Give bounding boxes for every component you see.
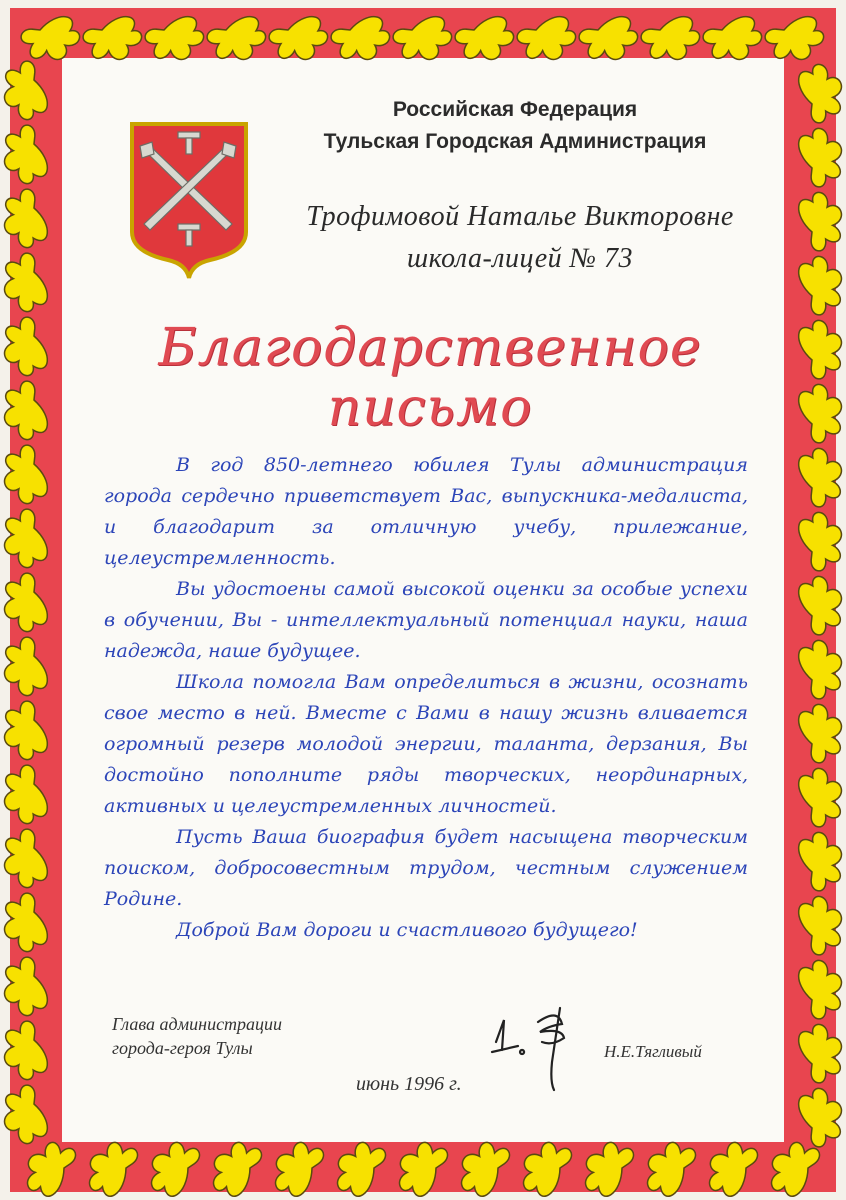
signer-name: Н.Е.Тягливый	[604, 1042, 702, 1061]
header-administration: Тульская Городская Администрация	[323, 130, 707, 153]
handwritten-signature	[482, 1002, 592, 1094]
body-paragraph: Школа помогла Вам определиться в жизни, осознать свое место в ней. Вместе с Вами в нашу жизнь вливается огромный резерв молодой энергии, таланта, дерзания, Вы достойно пополните ряды творческих, неординарных, активных и целеустремленных личностей.	[104, 671, 748, 817]
signer-position-line2: города-героя Тулы	[112, 1038, 253, 1058]
signer-position-line1: Глава администрации	[112, 1014, 283, 1034]
body-paragraph: В год 850-летнего юбилея Тулы администрация города сердечно приветствует Вас, выпускника-медалиста, и благодарит за отличную учебу, прилежание, целеустремленность.	[104, 454, 748, 569]
letter-body	[104, 450, 748, 946]
recipient	[240, 196, 800, 280]
recipient-name: Трофимовой Наталье Викторовне	[306, 201, 734, 232]
body-paragraph: Вы удостоены самой высокой оценки за особые успехи в обучении, Вы - интеллектуальный потенциал науки, наша надежда, наше будущее.	[104, 578, 748, 662]
document-title: Благодарственное письмо	[158, 318, 702, 438]
document-date: июнь 1996 г.	[356, 1073, 462, 1095]
header-country: Российская Федерация	[392, 98, 638, 121]
body-paragraph: Доброй Вам дороги и счастливого будущего!	[176, 919, 638, 941]
body-paragraph: Пусть Ваша биография будет насыщена творческим поиском, добросовестным трудом, честным служением Родине.	[104, 826, 748, 910]
signer-position	[112, 1012, 372, 1060]
header	[280, 94, 750, 158]
recipient-school: школа-лицей № 73	[406, 243, 634, 274]
tula-coat-of-arms-icon	[128, 120, 250, 280]
